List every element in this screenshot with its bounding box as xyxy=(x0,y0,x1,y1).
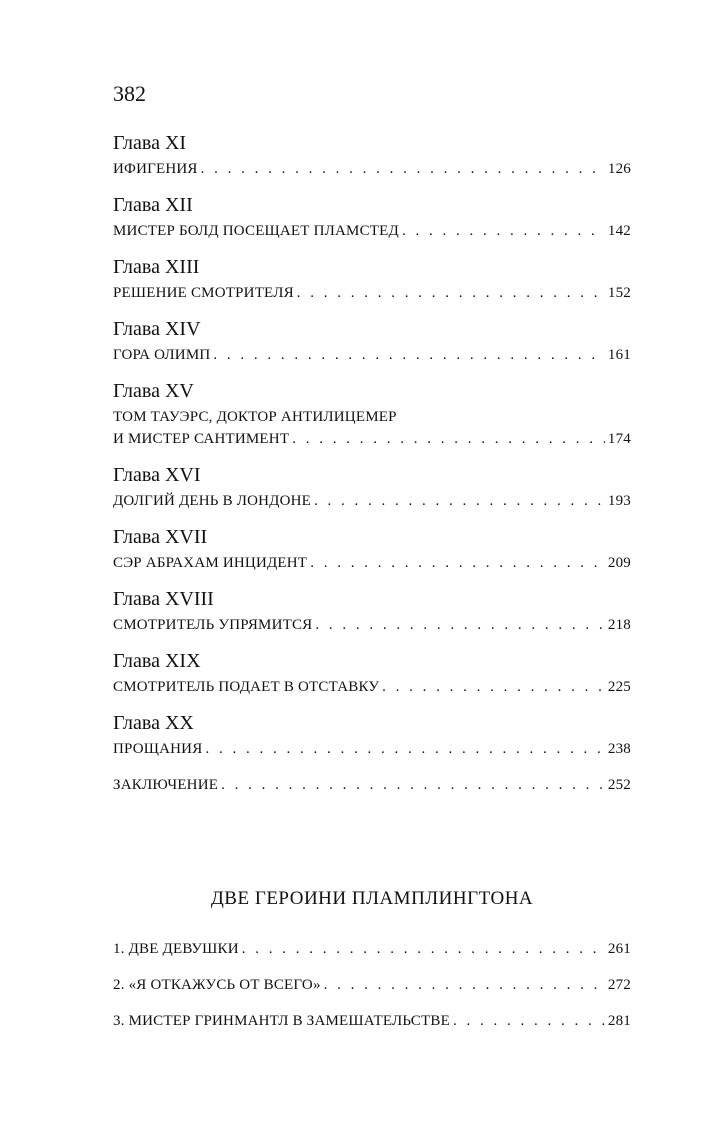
entry-title: ПРОЩАНИЯ xyxy=(113,741,203,757)
toc-entry[interactable] xyxy=(113,614,631,636)
toc-entry[interactable] xyxy=(113,926,631,962)
entry-title: 1. ДВЕ ДЕВУШКИ xyxy=(113,941,239,957)
entry-title: ГОРА ОЛИМП xyxy=(113,347,211,363)
entry-page: 218 xyxy=(607,617,631,633)
chapter-15 xyxy=(113,376,631,450)
entry-page: 161 xyxy=(607,347,631,363)
chapter-label: Глава XII xyxy=(113,194,193,216)
chapter-13 xyxy=(113,252,631,304)
chapter-label: Глава XIII xyxy=(113,256,200,278)
section-title: ДВЕ ГЕРОИНИ ПЛАМПЛИНГТОНА xyxy=(210,888,534,909)
entry-title: ДОЛГИЙ ДЕНЬ В ЛОНДОНЕ xyxy=(113,493,312,509)
entry-title: РЕШЕНИЕ СМОТРИТЕЛЯ xyxy=(113,285,294,301)
entry-page: 209 xyxy=(607,555,631,571)
toc-entry[interactable] xyxy=(113,552,631,574)
entry-title: ИФИГЕНИЯ xyxy=(113,161,198,177)
toc-entry[interactable] xyxy=(113,490,631,512)
entry-title: 3. МИСТЕР ГРИНМАНТЛ В ЗАМЕШАТЕЛЬСТВЕ xyxy=(113,1013,450,1029)
entry-title: СЭР АБРАХАМ ИНЦИДЕНТ xyxy=(113,555,308,571)
entry-page: 193 xyxy=(607,493,631,509)
dot-leader xyxy=(382,676,605,698)
entry-page: 152 xyxy=(607,285,631,301)
chapter-label: Глава XVIII xyxy=(113,588,214,610)
chapter-label: Глава XIX xyxy=(113,650,201,672)
dot-leader xyxy=(324,972,605,998)
toc-entry[interactable] xyxy=(113,962,631,998)
dot-leader xyxy=(310,552,605,574)
toc-entry[interactable] xyxy=(113,676,631,698)
entry-page: 225 xyxy=(607,679,631,695)
section-contents xyxy=(113,926,631,1034)
dot-leader xyxy=(201,158,605,180)
entry-title: МИСТЕР БОЛД ПОСЕЩАЕТ ПЛАМСТЕД xyxy=(113,223,399,239)
chapter-label: Глава XVI xyxy=(113,464,201,486)
toc-entry[interactable] xyxy=(113,738,631,760)
table-of-contents xyxy=(113,128,631,796)
entry-page: 142 xyxy=(607,223,631,239)
entry-page: 238 xyxy=(607,741,631,757)
chapter-label: Глава XX xyxy=(113,712,194,734)
dot-leader xyxy=(314,490,605,512)
entry-title: ЗАКЛЮЧЕНИЕ xyxy=(113,777,219,793)
page-number: 382 xyxy=(113,81,146,106)
entry-title-line1: ТОМ ТАУЭРС, ДОКТОР АНТИЛИЦЕМЕР xyxy=(113,409,397,425)
dot-leader xyxy=(315,614,605,636)
dot-leader xyxy=(205,738,604,760)
chapter-20 xyxy=(113,708,631,760)
entry-page: 281 xyxy=(607,1013,631,1029)
chapter-11 xyxy=(113,128,631,180)
entry-page: 261 xyxy=(607,941,631,957)
toc-entry[interactable] xyxy=(113,406,631,450)
chapter-18 xyxy=(113,584,631,636)
dot-leader xyxy=(242,936,605,962)
toc-entry-conclusion[interactable] xyxy=(113,774,631,796)
toc-entry[interactable] xyxy=(113,282,631,304)
chapter-label: Глава XI xyxy=(113,132,187,154)
entry-title: СМОТРИТЕЛЬ ПОДАЕТ В ОТСТАВКУ xyxy=(113,679,380,695)
dot-leader xyxy=(402,220,605,242)
entry-page: 126 xyxy=(607,161,631,177)
chapter-label: Глава XV xyxy=(113,380,194,402)
toc-entry[interactable] xyxy=(113,998,631,1034)
entry-title-line2: И МИСТЕР САНТИМЕНТ xyxy=(113,431,290,447)
entry-page: 272 xyxy=(607,977,631,993)
chapter-16 xyxy=(113,460,631,512)
entry-page: 174 xyxy=(607,431,631,447)
dot-leader xyxy=(213,344,604,366)
toc-entry[interactable] xyxy=(113,158,631,180)
chapter-12 xyxy=(113,190,631,242)
dot-leader xyxy=(221,774,605,796)
dot-leader xyxy=(453,1008,605,1034)
toc-entry[interactable] xyxy=(113,220,631,242)
entry-title: 2. «Я ОТКАЖУСЬ ОТ ВСЕГО» xyxy=(113,977,321,993)
entry-page: 252 xyxy=(607,777,631,793)
chapter-17 xyxy=(113,522,631,574)
chapter-19 xyxy=(113,646,631,698)
chapter-label: Глава XIV xyxy=(113,318,201,340)
entry-title: СМОТРИТЕЛЬ УПРЯМИТСЯ xyxy=(113,617,313,633)
chapter-14 xyxy=(113,314,631,366)
dot-leader xyxy=(297,282,605,304)
toc-entry[interactable] xyxy=(113,344,631,366)
dot-leader xyxy=(292,428,605,450)
chapter-label: Глава XVII xyxy=(113,526,208,548)
